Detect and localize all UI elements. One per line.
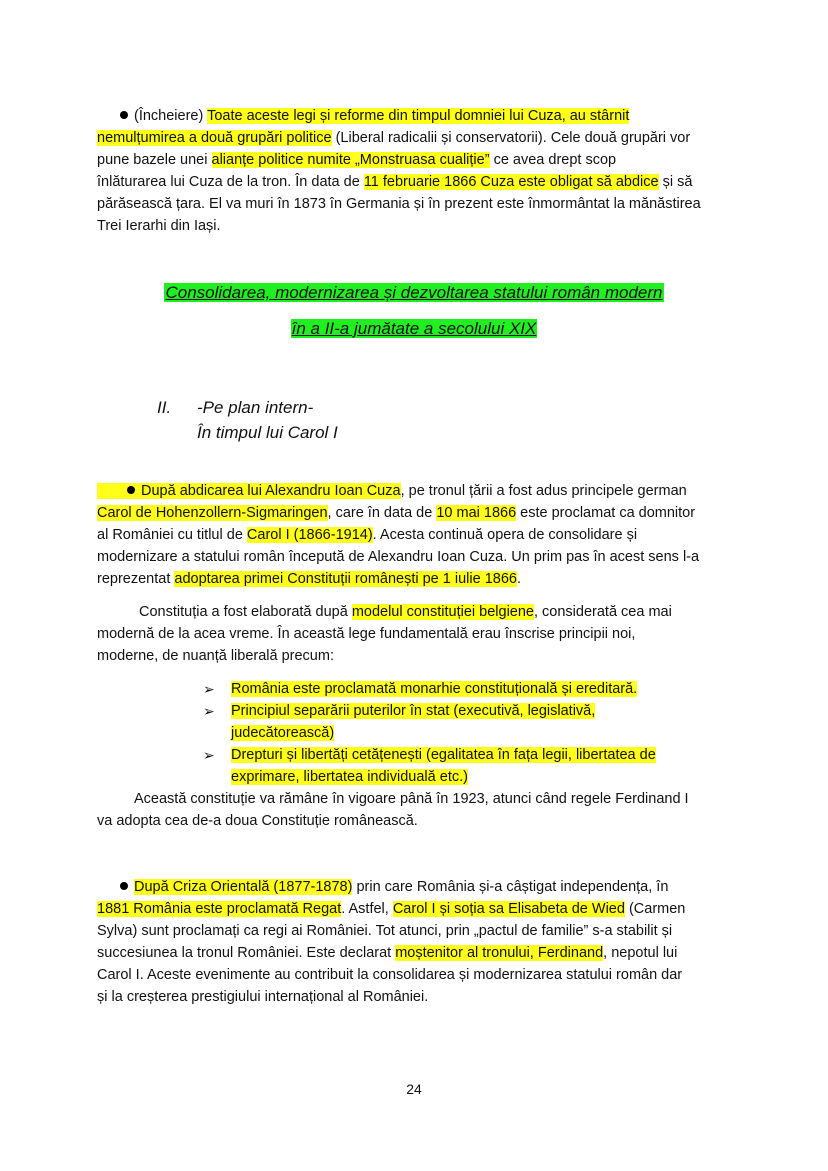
text: moderne, de nuanță liberală precum: <box>97 648 334 664</box>
text: modernă de la acea vreme. În această lege fundamentală erau înscrise principii noi, <box>97 626 636 642</box>
heading-line: În timpul lui Carol I <box>197 423 338 442</box>
text: Trei Ierarhi din Iași. <box>97 218 221 234</box>
text: (Încheiere) <box>134 108 208 124</box>
text: modernizare a statului român începută de Alexandru Ioan Cuza. Un prim pas în acest sens l-a <box>97 549 700 565</box>
paragraph-kingdom <box>97 876 747 1008</box>
highlight-text: Carol de Hohenzollern-Sigmaringen <box>97 505 328 521</box>
paragraph-constitution-end <box>97 788 747 832</box>
text: Carol I. Aceste evenimente au contribuit la consolidarea și modernizarea statului român dar <box>97 967 683 983</box>
section-title-line-2 <box>0 319 828 339</box>
text: , considerată cea mai <box>533 604 672 620</box>
bullet-highlight <box>97 483 401 499</box>
text: părăsească țara. El va muri în 1873 în Germania și în prezent este înmormântat la mănăstirea <box>97 196 701 212</box>
list-item <box>203 678 723 700</box>
text: , care în data de <box>327 505 437 521</box>
title-text: Consolidarea, modernizarea și dezvoltarea statului român modern <box>165 283 663 302</box>
text: pune bazele unei <box>97 152 212 168</box>
text: , nepotul lui <box>603 945 678 961</box>
text: (Carmen <box>624 901 686 917</box>
arrow-bullet-icon: ➢ <box>203 681 215 697</box>
bullet-icon <box>127 486 135 494</box>
principles-list <box>203 678 723 788</box>
page-number: 24 <box>406 1081 422 1097</box>
section-number: II. <box>157 398 172 417</box>
text: prin care România și-a câștigat independența, în <box>352 879 669 895</box>
highlight-text: adoptarea primei Constituții românești pe 1 iulie 1866 <box>174 571 517 587</box>
highlight-text: moștenitor al tronului, Ferdinand <box>395 945 604 961</box>
paragraph-carol <box>97 480 747 590</box>
highlight-text: După abdicarea lui Alexandru Ioan Cuza <box>141 483 401 499</box>
arrow-bullet-icon: ➢ <box>203 703 215 719</box>
text: înlăturarea lui Cuza de la tron. În data de <box>97 174 364 190</box>
list-item <box>203 700 723 744</box>
highlight-text: România este proclamată monarhie constituțională și ereditară. <box>231 681 638 697</box>
text: reprezentat <box>97 571 175 587</box>
title-text: în a II-a jumătate a secolului XIX <box>291 319 537 338</box>
highlight-text: alianțe politice numite „Monstruasa cualiție” <box>211 152 490 168</box>
section-title-line-1 <box>0 283 828 303</box>
bullet-icon <box>120 882 128 890</box>
highlight-text: 11 februarie 1866 Cuza este obligat să abdice <box>363 174 659 190</box>
bullet-icon <box>120 111 128 119</box>
arrow-bullet-icon: ➢ <box>203 747 215 763</box>
text: Constituția a fost elaborată după <box>139 604 352 620</box>
text: , pe tronul țării a fost adus principele german <box>400 483 687 499</box>
text: va adopta cea de-a doua Constituție românească. <box>97 813 418 829</box>
highlight-text: Carol I (1866-1914) <box>246 527 373 543</box>
highlight-text: judecătorească) <box>231 725 335 741</box>
text: și la creșterea prestigiului internațional al României. <box>97 989 429 1005</box>
text: al României cu titlul de <box>97 527 247 543</box>
paragraph-constitution <box>97 601 747 667</box>
text: Sylva) sunt proclamați ca regi ai României. Tot atunci, prin „pactul de familie” s-a stabilit și <box>97 923 673 939</box>
text: și să <box>658 174 693 190</box>
highlight-text: Carol I și soția sa Elisabeta de Wied <box>392 901 625 917</box>
list-item <box>203 744 723 788</box>
highlight-text: 1881 România este proclamată Regat <box>97 901 342 917</box>
intro-paragraph <box>97 105 747 237</box>
highlight-text: Drepturi și libertăți cetățenești (egalitatea în fața legii, libertatea de <box>231 747 656 763</box>
highlight-text: Toate aceste legi și reforme din timpul domniei lui Cuza, au stârnit <box>207 108 630 124</box>
text: succesiunea la tronul României. Este declarat <box>97 945 396 961</box>
highlight-text: 10 mai 1866 <box>436 505 517 521</box>
text: . Acesta continuă opera de consolidare și <box>372 527 638 543</box>
highlight-text: exprimare, libertatea individuală etc.) <box>231 769 468 785</box>
section-heading <box>197 395 338 445</box>
text: (Liberal radicalii și conservatorii). Cele două grupări vor <box>331 130 691 146</box>
text: este proclamat ca domnitor <box>516 505 696 521</box>
text: . Astfel, <box>341 901 393 917</box>
highlight-text: nemulțumirea a două grupări politice <box>97 130 332 146</box>
text: ce avea drept scop <box>489 152 617 168</box>
heading-line: -Pe plan intern- <box>197 398 314 417</box>
highlight-text: modelul constituției belgiene <box>351 604 534 620</box>
text: . <box>516 571 521 587</box>
highlight-text: Principiul separării puterilor în stat (executivă, legislativă, <box>231 703 596 719</box>
text: Această constituție va rămâne în vigoare până în 1923, atunci când regele Ferdinand I <box>134 791 689 807</box>
highlight-text: După Criza Orientală (1877-1878) <box>134 879 353 895</box>
